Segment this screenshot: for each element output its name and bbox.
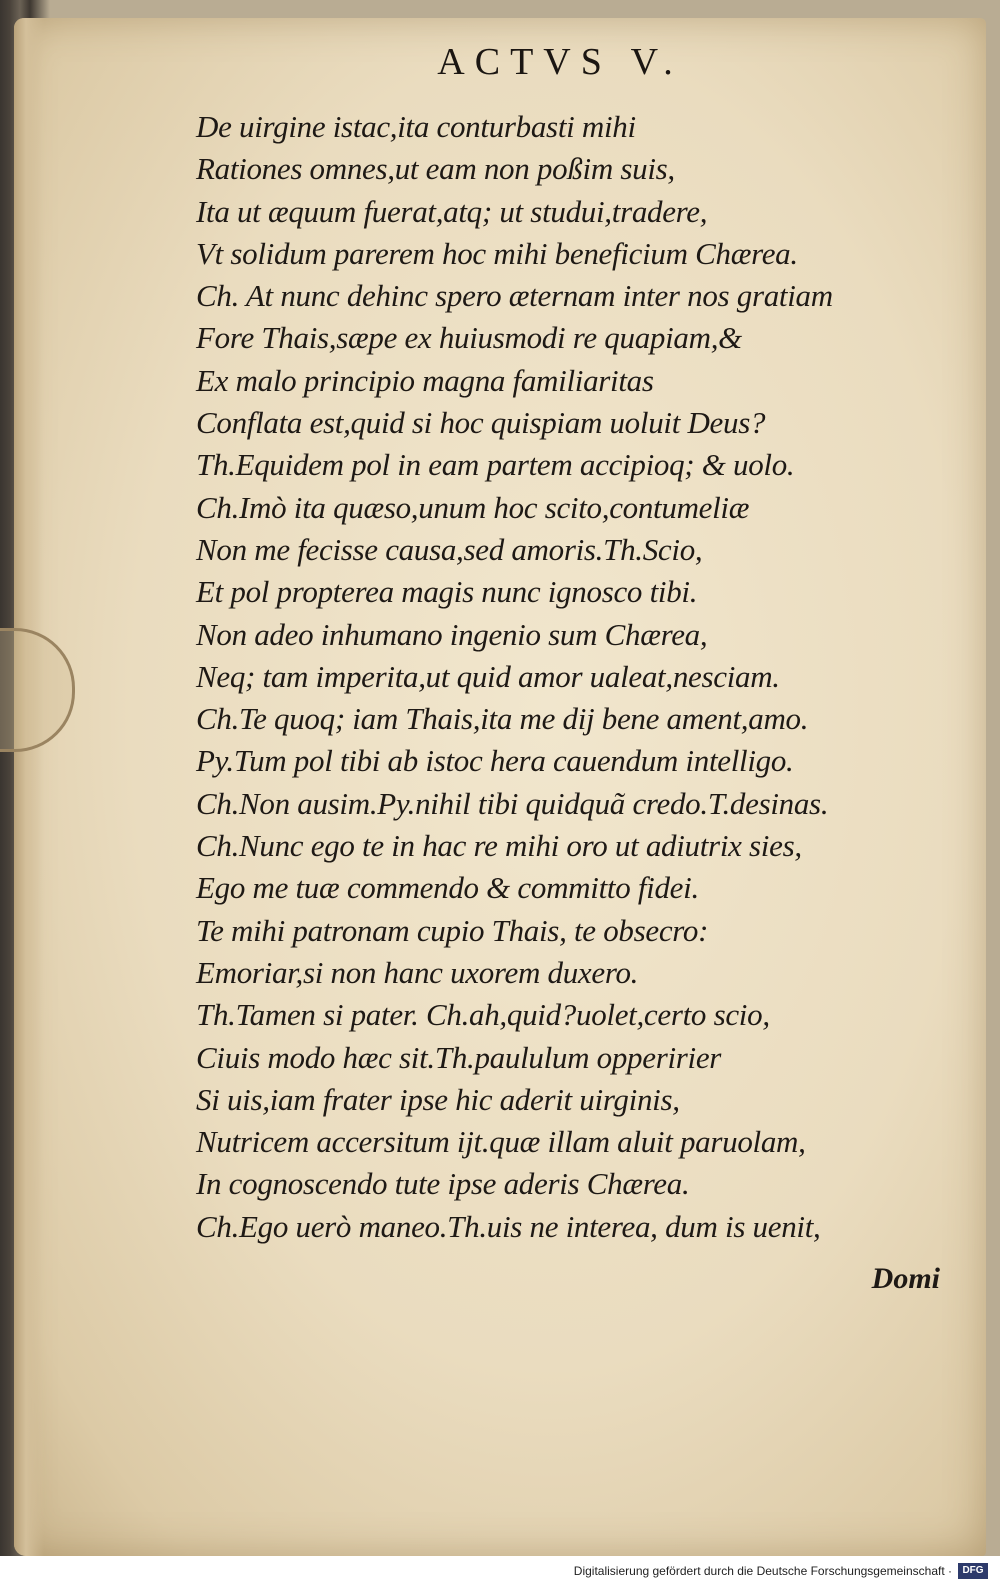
verse-text-block [196, 106, 936, 1248]
verse-line: Nutricem accersitum ijt.quæ illam aluit paruolam, [196, 1124, 806, 1160]
verse-line: Ch.Non ausim.Py.nihil tibi quidquã credo.T.desinas. [196, 785, 829, 821]
dfg-logo: DFG [958, 1563, 988, 1579]
page-gutter-edge [14, 18, 44, 1556]
verse-line: Emoriar,si non hanc uxorem duxero. [196, 954, 639, 990]
verse-line: Py.Tum pol tibi ab istoc hera cauendum intelligo. [196, 743, 794, 779]
verse-line: Ciuis modo hæc sit.Th.paululum opperirier [196, 1039, 722, 1075]
verse-line: Ch.Te quoq; iam Thais,ita me dij bene ament,amo. [196, 701, 809, 737]
running-head: ACTVS V. [437, 41, 683, 83]
digitization-footer [0, 1556, 1000, 1584]
verse-line: De uirgine istac,ita conturbasti mihi [196, 109, 636, 144]
verse-line: Ch. At nunc dehinc spero æternam inter nos gratiam [196, 278, 833, 314]
verse-line: Conflata est,quid si hoc quispiam uoluit Deus? [196, 405, 766, 441]
catchword: Domi [871, 1262, 940, 1295]
verse-line: Vt solidum parerem hoc mihi beneficium Chærea. [196, 235, 798, 271]
verse-line: Rationes omnes,ut eam non poßim suis, [196, 151, 675, 187]
verse-line: Ita ut æquum fuerat,atq; ut studui,tradere, [196, 193, 708, 229]
verse-line: Ch.Ego uerò maneo.Th.uis ne interea, dum is uenit, [196, 1208, 821, 1244]
funding-credit: Digitalisierung gefördert durch die Deutsche Forschungsgemeinschaft · [573, 1564, 952, 1578]
verse-line: Fore Thais,sæpe ex huiusmodi re quapiam,& [196, 320, 742, 356]
verse-line: Si uis,iam frater ipse hic aderit uirginis, [196, 1081, 680, 1117]
verse-line: In cognoscendo tute ipse aderis Chærea. [196, 1166, 690, 1202]
verse-line: Th.Tamen si pater. Ch.ah,quid?uolet,certo scio, [196, 997, 770, 1033]
verse-line: Neq; tam imperita,ut quid amor ualeat,nesciam. [196, 658, 780, 694]
verse-line: Ch.Imò ita quæso,unum hoc scito,contumeliæ [196, 489, 750, 525]
verse-line: Ex malo principio magna familiaritas [196, 362, 654, 398]
verse-line: Non me fecisse causa,sed amoris.Th.Scio, [196, 531, 703, 567]
verse-line: Ch.Nunc ego te in hac re mihi oro ut adiutrix sies, [196, 828, 802, 864]
verse-line: Ego me tuæ commendo & committo fidei. [196, 870, 699, 906]
verse-line: Non adeo inhumano ingenio sum Chærea, [196, 616, 708, 652]
verse-line: Te mihi patronam cupio Thais, te obsecro: [196, 912, 709, 948]
verse-line: Et pol propterea magis nunc ignosco tibi. [196, 574, 698, 610]
verse-line: Th.Equidem pol in eam partem accipioq; & uolo. [196, 447, 795, 483]
